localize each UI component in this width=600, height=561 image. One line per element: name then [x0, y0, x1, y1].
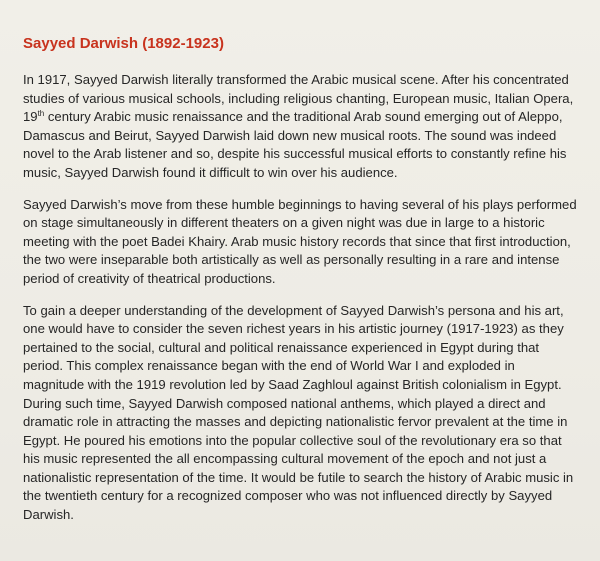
paragraph-1-text-end: century Arabic music renaissance and the traditional Arab sound emerging out of Aleppo, Damascus and Beirut, Sayyed Darwish laid down new musical roots. The sound was indeed novel to the Arab listener and so, despite his successful musical efforts to constantly refine his music, Sayyed Darwish found it difficult to win over his audience. [23, 109, 567, 180]
paragraph-1-text-start: In 1917, Sayyed Darwish literally transformed the Arabic musical scene. After his concentrated studies of various musical schools, including religious chanting, European music, Italian Opera, 19 [23, 72, 574, 125]
paragraph-3: To gain a deeper understanding of the development of Sayyed Darwish’s persona and his art, one would have to consider the seven richest years in his artistic journey (1917-1923) as they pertained to the social, cultural and political renaissance experienced in Egypt during that period. This complex renaissance began with the end of World War I and exploded in magnitude with the 1919 revolution led by Saad Zaghloul against British colonialism in Egypt. During such time, Sayyed Darwish composed national anthems, which played a direct and dramatic role in attracting the masses and depicting nationalistic fervor prevalent at the time in Egypt. He poured his emotions into the popular collective soul of the revolutionary era so that his music represented the all encompassing cultural movement of the epoch and not just a nationalistic representation of the time. It would be futile to search the history of Arabic music in the twentieth century for a recognized composer who was not influenced directly by Sayyed Darwish. [23, 302, 574, 523]
paragraph-2: Sayyed Darwish’s move from these humble beginnings to having several of his plays performed on stage simultaneously in different theaters on a given night was due in large to a historic meeting with the poet Badei Khairy. Arab music history records that since that first introduction, the two were inseparable both artistically as well as personally resulting in a rare and intense period of creativity of theatrical productions. [23, 196, 577, 286]
article-title: Sayyed Darwish (1892-1923) [23, 35, 224, 52]
article [23, 34, 578, 538]
paragraph-1 [23, 71, 578, 183]
ordinal-suffix: th [37, 109, 45, 119]
